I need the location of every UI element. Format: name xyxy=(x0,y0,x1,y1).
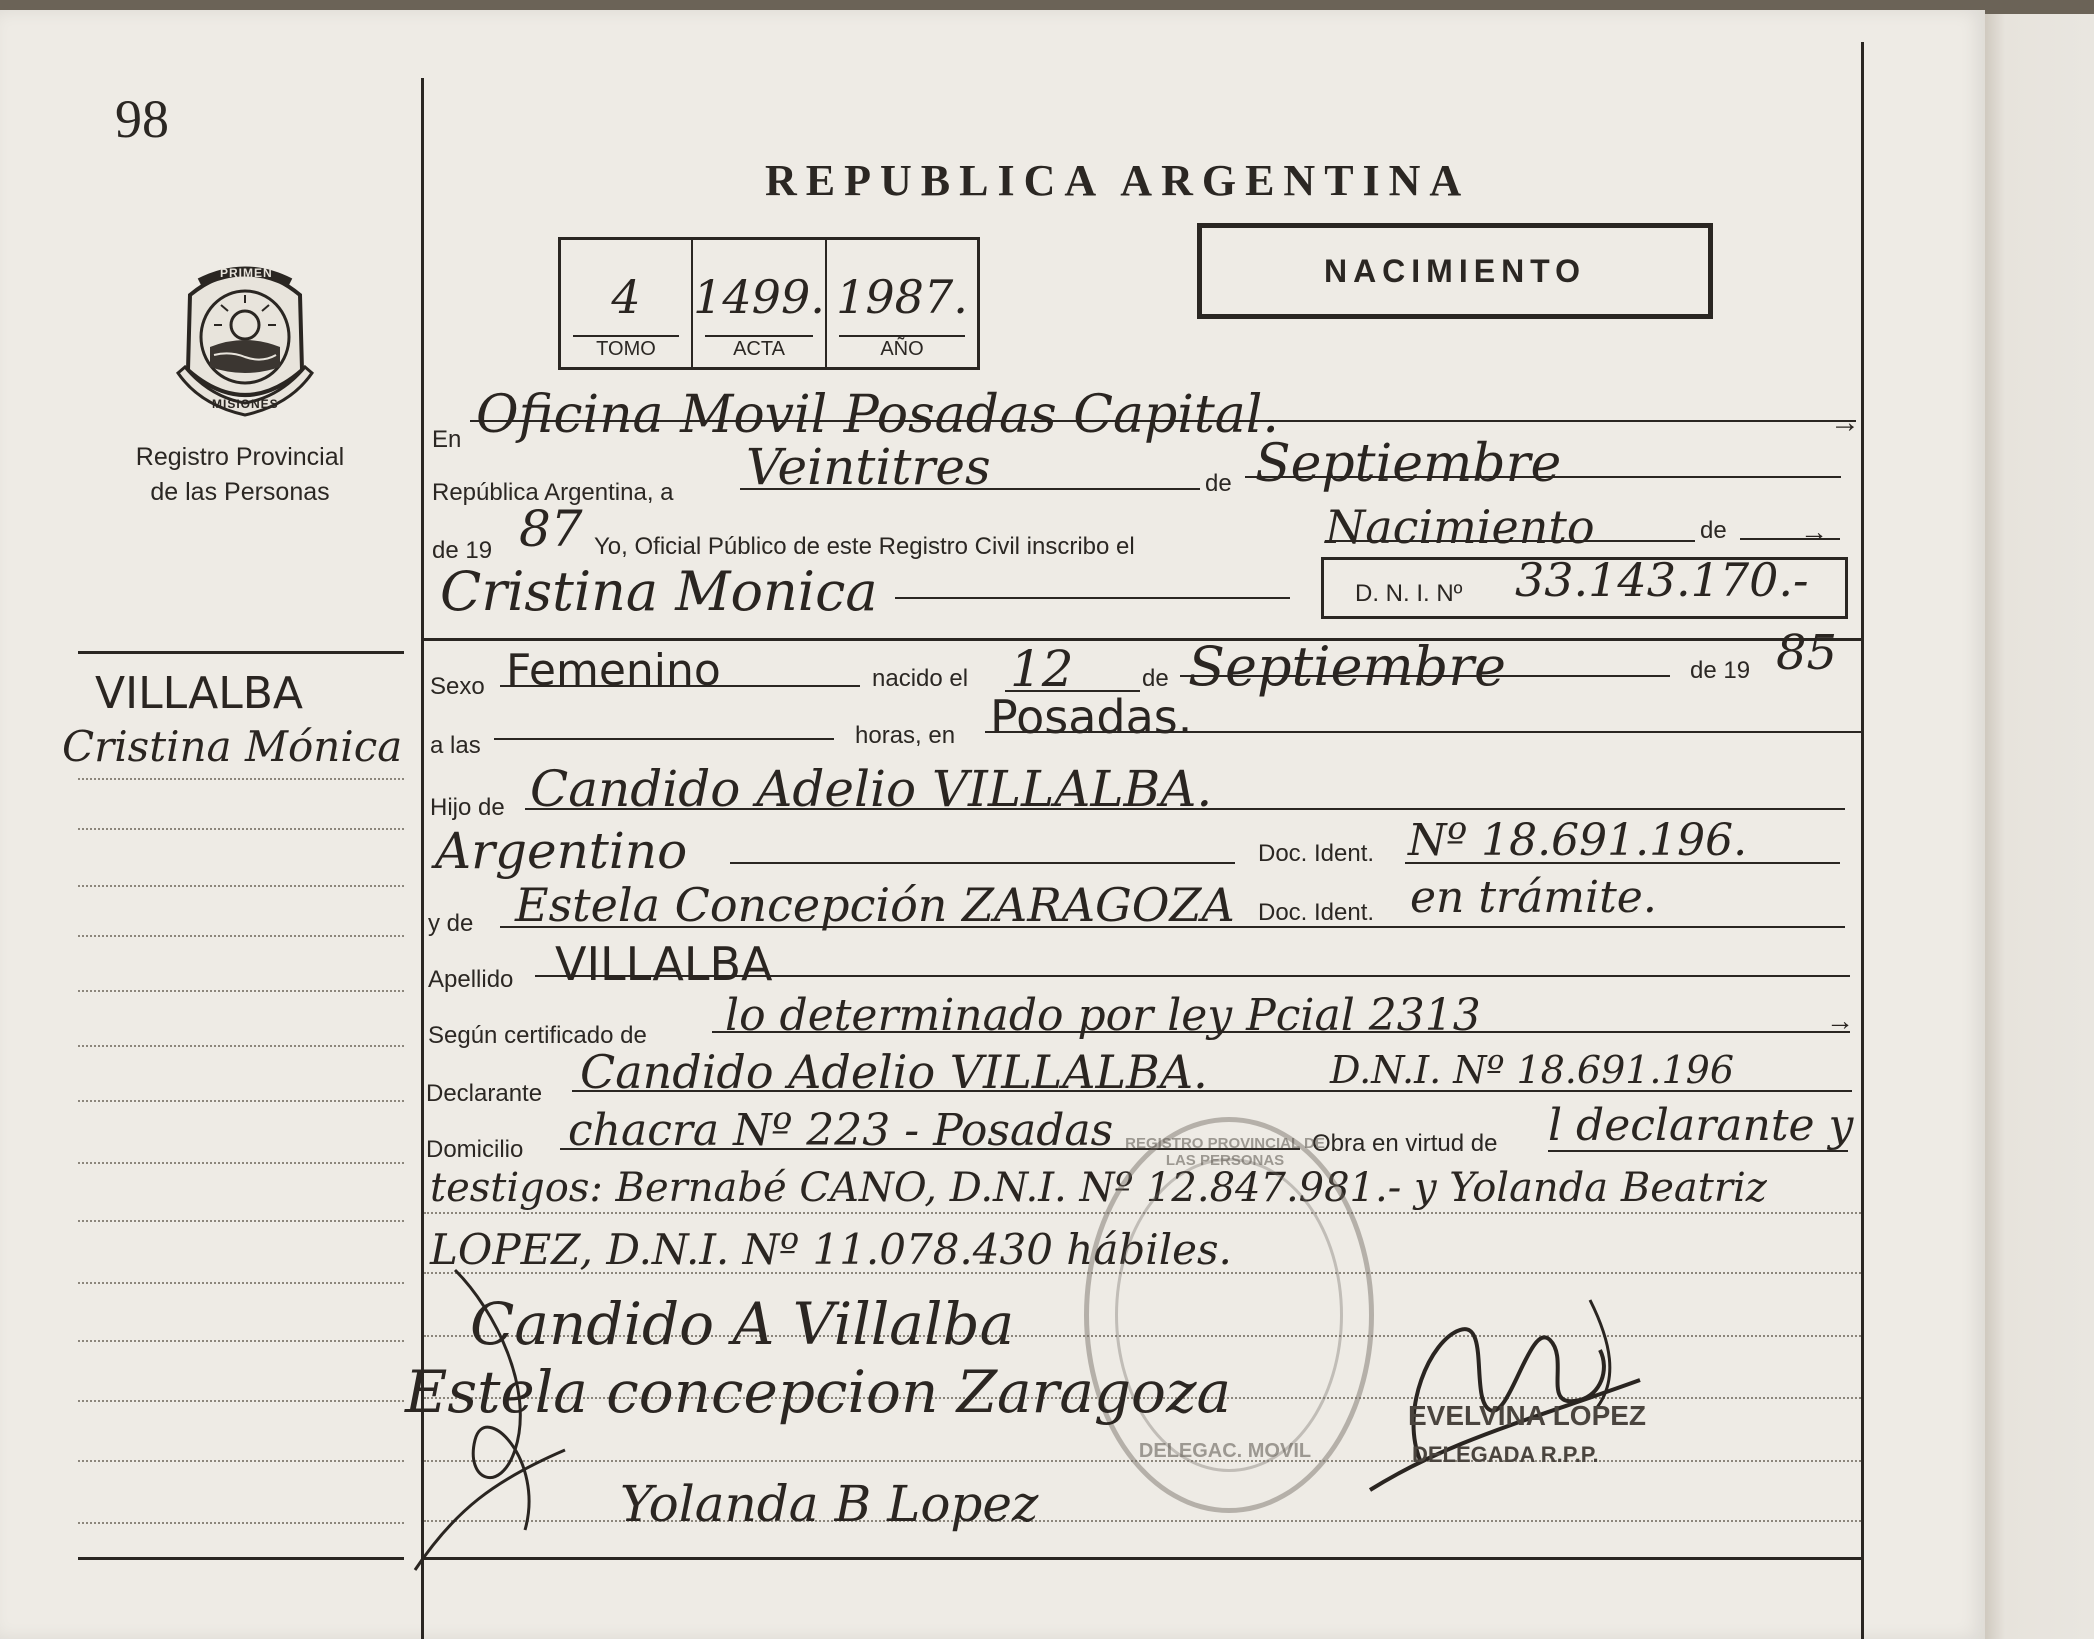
margin-dotted-line xyxy=(78,1282,404,1284)
field-doc-madre: en trámite. xyxy=(1410,872,1657,923)
margin-dotted-line xyxy=(78,935,404,937)
label-de2: de xyxy=(1700,517,1727,544)
field-testigos-line2: LOPEZ, D.N.I. Nº 11.078.430 hábiles. xyxy=(430,1225,1232,1274)
registry-name-line1: Registro Provincial xyxy=(135,443,345,471)
margin-dotted-line xyxy=(78,1400,404,1402)
anio-underline xyxy=(839,335,965,337)
label-apellido: Apellido xyxy=(428,966,514,993)
field-dia-nac: 12 xyxy=(1010,640,1074,698)
label-segun: Según certificado de xyxy=(428,1022,647,1049)
record-type-label: NACIMIENTO xyxy=(1323,252,1587,289)
margin-dotted-line xyxy=(78,1340,404,1342)
label-y-de: y de xyxy=(428,910,474,937)
field-declarante: Candido Adelio VILLALBA. xyxy=(580,1045,1208,1099)
label-declarante: Declarante xyxy=(426,1080,543,1107)
margin-bottom-rule xyxy=(78,1557,404,1560)
facing-page-edge xyxy=(1985,14,2094,1639)
field-acto: Nacimiento xyxy=(1325,500,1595,554)
margin-dotted-line xyxy=(78,778,404,780)
page-title: REPUBLICA ARGENTINA xyxy=(765,156,1471,205)
registry-name xyxy=(110,440,370,510)
signature-madre: Estela concepcion Zaragoza xyxy=(405,1358,1232,1426)
label-yo-oficial: Yo, Oficial Público de este Registro Civil inscribo el xyxy=(594,533,1135,560)
margin-dotted-line xyxy=(78,1522,404,1524)
margin-dotted-line xyxy=(78,1460,404,1462)
seal-province-name: MISIONES xyxy=(212,397,279,411)
label-de3: de xyxy=(1142,665,1169,692)
label-domicilio: Domicilio xyxy=(426,1136,524,1163)
record-number-box xyxy=(558,237,980,370)
arrow-icon: → xyxy=(1830,406,1860,439)
label-horas-en: horas, en xyxy=(855,722,956,749)
tomo-label: TOMO xyxy=(596,338,656,360)
margin-dotted-line xyxy=(78,1220,404,1222)
field-lugar: Oficina Movil Posadas Capital. xyxy=(476,385,1279,445)
anio-value: 1987. xyxy=(836,270,968,324)
field-lugar-nac: Posadas. xyxy=(990,690,1193,744)
margin-dotted-line xyxy=(78,885,404,887)
field-mes-nac: Septiembre xyxy=(1188,635,1506,698)
field-certificado: lo determinado por ley Pcial 2313 xyxy=(725,990,1481,1041)
margin-dotted-line xyxy=(78,1100,404,1102)
oficial-stamp-name: EVELVINA LOPEZ xyxy=(1408,1400,1647,1431)
label-dni: D. N. I. Nº xyxy=(1355,580,1463,607)
field-line-hora xyxy=(494,738,834,740)
field-apellido: VILLALBA xyxy=(555,937,773,991)
field-nacionalidad-padre: Argentino xyxy=(435,822,688,880)
field-sexo: Femenino xyxy=(506,645,721,696)
signature-padre: Candido A Villalba xyxy=(470,1290,1015,1358)
acta-value: 1499. xyxy=(693,270,825,324)
label-hijo-de: Hijo de xyxy=(430,794,505,821)
field-mes: Septiembre xyxy=(1255,434,1562,494)
label-sexo: Sexo xyxy=(430,673,485,700)
record-type-box xyxy=(1197,223,1713,319)
acta-label: ACTA xyxy=(733,338,785,360)
label-doc-ident-padre: Doc. Ident. xyxy=(1258,840,1375,867)
tomo-cell xyxy=(561,240,693,367)
label-de-19: de 19 xyxy=(432,537,493,564)
label-republica: República Argentina, a xyxy=(432,479,674,506)
seal-motto: PRIMEN xyxy=(220,266,273,280)
label-nacido-el: nacido el xyxy=(872,665,969,692)
field-padre: Candido Adelio VILLALBA. xyxy=(530,760,1213,818)
label-en: En xyxy=(432,426,462,453)
margin-dotted-line xyxy=(78,828,404,830)
signature-testigo: Yolanda B Lopez xyxy=(620,1475,1039,1533)
tomo-value: 4 xyxy=(611,270,641,324)
label-de: de xyxy=(1205,470,1232,497)
form-divider-top xyxy=(424,638,1861,641)
margin-dotted-line xyxy=(78,990,404,992)
anio-cell xyxy=(827,240,977,367)
field-domicilio: chacra Nº 223 - Posadas xyxy=(568,1105,1114,1156)
oficial-stamp-title: DELEGADA R.P.P. xyxy=(1412,1442,1599,1467)
margin-dotted-line xyxy=(78,1162,404,1164)
field-testigos-line1: testigos: Bernabé CANO, D.N.I. Nº 12.847.981.- y Yolanda Beatriz xyxy=(430,1165,1767,1211)
field-line-nombre xyxy=(895,597,1290,599)
field-doc-declarante: D.N.I. Nº 18.691.196 xyxy=(1330,1048,1735,1092)
signature-oficial-scribble xyxy=(1360,1260,1660,1520)
field-dni: 33.143.170.- xyxy=(1515,553,1809,607)
label-a-las: a las xyxy=(430,732,481,759)
margin-surname: VILLALBA xyxy=(95,668,304,719)
acta-cell xyxy=(693,240,827,367)
signature-flourish-left xyxy=(395,1250,595,1600)
field-madre: Estela Concepción ZARAGOZA xyxy=(515,878,1235,932)
field-nombre: Cristina Monica xyxy=(440,560,878,623)
anio-label: AÑO xyxy=(880,338,924,360)
label-de-19b: de 19 xyxy=(1690,657,1751,684)
field-dia-letras: Veintitres xyxy=(746,438,991,496)
tomo-underline xyxy=(573,335,679,337)
field-doc-padre: Nº 18.691.196. xyxy=(1408,815,1748,866)
label-obra: Obra en virtud de xyxy=(1312,1130,1498,1157)
field-anio-inscripcion: 87 xyxy=(519,500,583,558)
stamp-text-bottom: DELEGAC. MOVIL xyxy=(1138,1440,1312,1462)
margin-top-rule xyxy=(78,651,404,654)
page-number: 98 xyxy=(115,89,169,149)
margin-given-names: Cristina Mónica xyxy=(62,722,403,771)
arrow-icon: → xyxy=(1826,1005,1854,1036)
label-doc-ident-madre: Doc. Ident. xyxy=(1258,899,1375,926)
registry-name-line2: de las Personas xyxy=(150,478,330,506)
acta-underline xyxy=(705,335,813,337)
form-bottom-rule xyxy=(424,1557,1861,1560)
right-frame-rule xyxy=(1861,42,1864,1639)
field-anio-nac: 85 xyxy=(1776,625,1838,681)
margin-dotted-line xyxy=(78,1045,404,1047)
field-line-nacionalidad xyxy=(730,862,1235,864)
field-virtud: l declarante y xyxy=(1548,1100,1854,1151)
arrow-icon: → xyxy=(1800,516,1828,547)
stamp-text-top: REGISTRO PROVINCIAL DE LAS PERSONAS xyxy=(1125,1135,1325,1169)
